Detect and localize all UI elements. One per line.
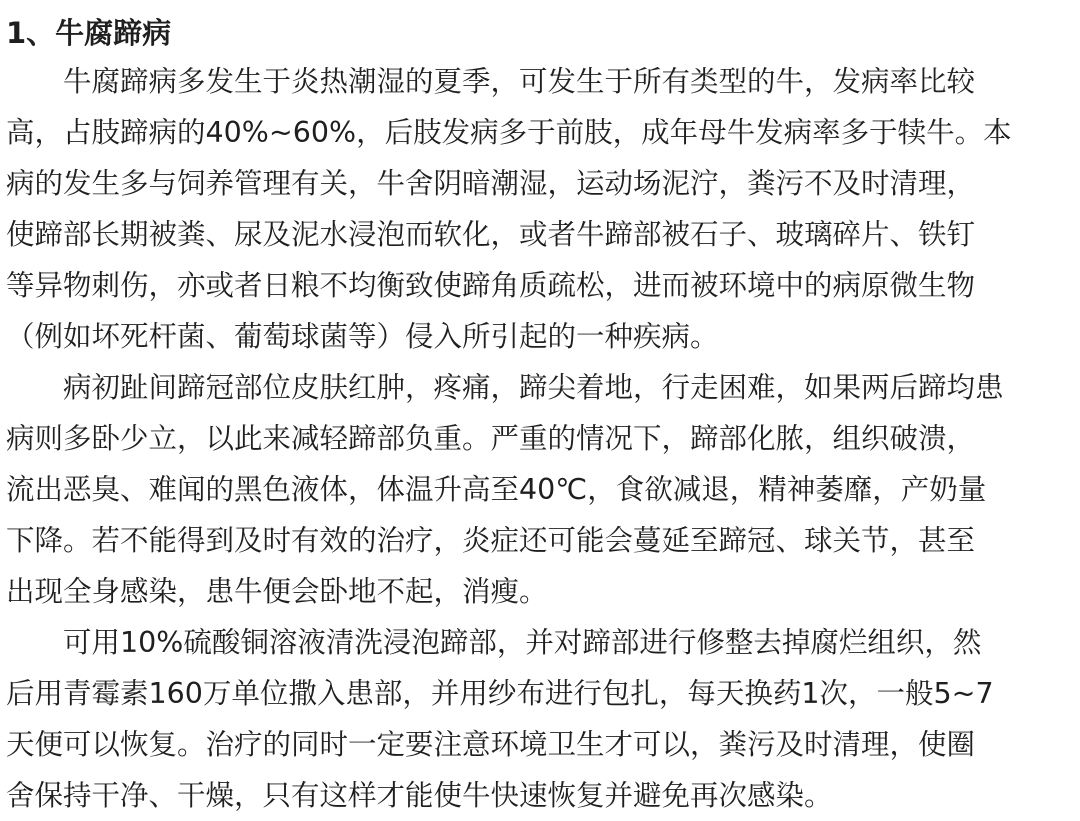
text-line: 病初趾间蹄冠部位皮肤红肿，疼痛，蹄尖着地，行走困难，如果两后蹄均患	[6, 371, 1004, 404]
section-heading: 1、牛腐蹄病	[6, 16, 172, 50]
paragraph-symptoms-cause	[6, 56, 1072, 362]
text-line: 流出恶臭、难闻的黑色液体，体温升高至40℃，食欲减退，精神萎靡，产奶量	[6, 473, 987, 506]
text-line: 高，占肢蹄病的40%~60%，后肢发病多于前肢，成年母牛发病率多于犊牛。本	[6, 116, 1012, 149]
text-line: 使蹄部长期被粪、尿及泥水浸泡而软化，或者牛蹄部被石子、玻璃碎片、铁钉	[6, 218, 976, 251]
text-line: 天便可以恢复。治疗的同时一定要注意环境卫生才可以，粪污及时清理，使圈	[6, 728, 976, 761]
text-line: 下降。若不能得到及时有效的治疗，炎症还可能会蔓延至蹄冠、球关节，甚至	[6, 524, 976, 557]
text-line: 出现全身感染，患牛便会卧地不起，消瘦。	[6, 575, 548, 608]
text-line: 牛腐蹄病多发生于炎热潮湿的夏季，可发生于所有类型的牛，发病率比较	[6, 65, 976, 98]
text-line: 病的发生多与饲养管理有关，牛舍阴暗潮湿，运动场泥泞，粪污不及时清理，	[6, 167, 976, 200]
paragraph-clinical-signs	[6, 362, 1072, 617]
text-line: 等异物刺伤，亦或者日粮不均衡致使蹄角质疏松，进而被环境中的病原微生物	[6, 269, 976, 302]
text-line: 病则多卧少立，以此来减轻蹄部负重。严重的情况下，蹄部化脓，组织破溃，	[6, 422, 976, 455]
text-line: 可用10%硫酸铜溶液清洗浸泡蹄部，并对蹄部进行修整去掉腐烂组织，然	[6, 626, 982, 659]
text-line: （例如坏死杆菌、葡萄球菌等）侵入所引起的一种疾病。	[6, 320, 719, 353]
text-line: 舍保持干净、干燥，只有这样才能使牛快速恢复并避免再次感染。	[6, 779, 833, 812]
paragraph-treatment	[6, 617, 1072, 821]
text-line: 后用青霉素160万单位撒入患部，并用纱布进行包扎，每天换药1次，一般5~7	[6, 677, 994, 710]
